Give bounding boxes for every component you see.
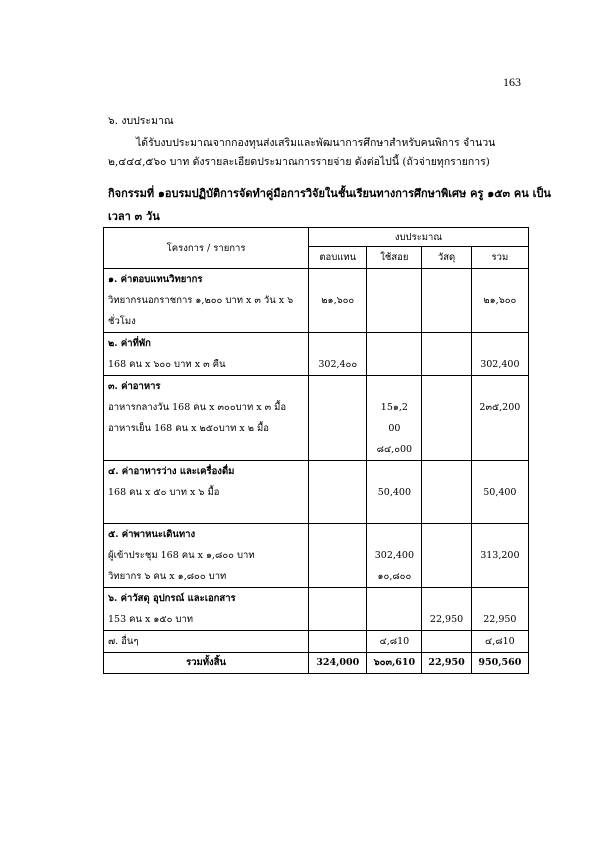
total-expense: ๖๐๓,610	[367, 653, 422, 674]
value-text: 50,400	[483, 487, 517, 498]
value-text	[313, 333, 362, 354]
expense-cell	[367, 461, 422, 524]
item-text: อาหารเย็น 168 คน x ๒๕๐บาท x ๒ มื้อ	[108, 423, 269, 434]
header-project: โครงการ / รายการ	[104, 228, 309, 269]
table-row	[104, 524, 529, 588]
materials-cell	[422, 588, 471, 631]
compensation-cell	[309, 376, 367, 461]
materials-cell	[422, 269, 471, 333]
value-text: ๔,๘10	[379, 636, 410, 647]
total-cell	[471, 269, 528, 333]
activity-title-line-2: เวลา ๓ วัน	[108, 210, 160, 223]
value-text	[476, 461, 524, 482]
value-text	[476, 588, 524, 609]
total-materials: 22,950	[422, 653, 471, 674]
expense-cell	[367, 376, 422, 461]
value-text	[476, 269, 524, 290]
expense-cell	[367, 588, 422, 631]
compensation-cell	[309, 461, 367, 524]
item-text: 153 คน x ๑๕๐ บาท	[108, 614, 194, 625]
materials-cell	[422, 461, 471, 524]
value-text: ๑๐,๘๐๐	[377, 571, 412, 582]
item-cell	[104, 333, 309, 376]
item-text: ๓. ค่าอาหาร	[108, 381, 161, 392]
item-text: ผู้เข้าประชุม 168 คน x ๑,๘๐๐ บาท	[108, 550, 255, 561]
value-text: 2๓๕,200	[479, 402, 521, 413]
header-expense: ใช้สอย	[367, 247, 422, 269]
value-text: ๘๔,๐00	[376, 444, 413, 455]
value-text: 22,950	[429, 614, 464, 625]
compensation-cell	[309, 333, 367, 376]
table-row	[104, 333, 529, 376]
materials-cell	[422, 376, 471, 461]
value-text	[371, 524, 417, 545]
item-cell	[104, 269, 309, 333]
value-text: 302,4๐๐	[318, 359, 358, 370]
total-cell	[471, 631, 528, 653]
header-budget: งบประมาณ	[309, 228, 529, 247]
item-text: ๒. ค่าที่พัก	[108, 338, 151, 349]
compensation-cell	[309, 588, 367, 631]
compensation-cell	[309, 524, 367, 588]
value-text	[313, 269, 362, 290]
header-materials: วัสดุ	[422, 247, 471, 269]
table-row	[104, 461, 529, 524]
item-cell	[104, 588, 309, 631]
compensation-cell	[309, 631, 367, 653]
item-text: 168 คน x ๕๐ บาท x ๖ มื้อ	[108, 487, 220, 498]
expense-cell	[367, 524, 422, 588]
item-text: ๕. ค่าพาหนะเดินทาง	[108, 529, 196, 540]
total-compensation: 324,000	[309, 653, 367, 674]
section-heading: ๖. งบประมาณ	[108, 115, 174, 127]
value-text: 302,400	[374, 550, 415, 561]
item-text: วิทยากร ๖ คน x ๑,๘๐๐ บาท	[108, 571, 227, 582]
materials-cell	[422, 524, 471, 588]
item-cell	[104, 524, 309, 588]
materials-cell	[422, 631, 471, 653]
value-text: 313,200	[480, 550, 520, 561]
budget-table	[103, 227, 529, 674]
value-text	[426, 588, 466, 609]
table-row	[104, 269, 529, 333]
header-total: รวม	[471, 247, 528, 269]
value-text	[476, 333, 524, 354]
value-text: 00	[388, 423, 401, 434]
value-text: ๒๑,๖๐๐	[483, 295, 517, 306]
item-text: วิทยากรนอกราชการ ๑,๒๐๐ บาท x ๓ วัน x ๖	[108, 295, 294, 306]
value-text: 15๑,2	[380, 402, 408, 413]
value-text: 22,950	[483, 614, 517, 625]
table-row	[104, 376, 529, 461]
total-cell	[471, 333, 528, 376]
value-text: ๔,๘10	[485, 636, 515, 647]
total-cell	[471, 588, 528, 631]
item-text: ๖. ค่าวัสดุ อุปกรณ์ และเอกสาร	[108, 593, 236, 604]
item-text: ๗. อื่นๆ	[108, 636, 139, 647]
item-text: อาหารกลางวัน 168 คน x ๓๐๐บาท x ๓ มื้อ	[108, 402, 287, 413]
value-text	[371, 376, 417, 397]
header-compensation: ตอบแทน	[309, 247, 367, 269]
expense-cell	[367, 333, 422, 376]
value-text: ๒๑,๖๐๐	[321, 295, 355, 306]
page-number: 163	[503, 75, 521, 89]
total-cell	[471, 461, 528, 524]
budget-paragraph-line-1: ได้รับงบประมาณจากกองทุนส่งเสริมและพัฒนาการศึกษาสำหรับคนพิการ จำนวน	[136, 137, 496, 149]
compensation-cell	[309, 269, 367, 333]
value-text	[476, 524, 524, 545]
total-cell	[471, 524, 528, 588]
value-text	[476, 376, 524, 397]
total-row	[104, 653, 529, 674]
total-sum: 950,560	[471, 653, 528, 674]
item-cell	[104, 461, 309, 524]
value-text	[371, 461, 417, 482]
total-cell	[471, 376, 528, 461]
item-text: ชั่วโมง	[108, 316, 136, 327]
item-text: ๑. ค่าตอบแทนวิทยากร	[108, 274, 203, 285]
activity-title-line-1: กิจกรรมที่ ๑อบรมปฏิบัติการจัดทำคู่มือการวิจัยในชั้นเรียนทางการศึกษาพิเศษ ครู ๑๕๓ คน เป็น	[108, 187, 551, 200]
budget-paragraph-line-2: ๒,๔๔๔,๕๖๐ บาท ดังรายละเอียดประมาณการรายจ่าย ดังต่อไปนี้ (ถัวจ่ายทุกรายการ)	[108, 156, 490, 168]
item-cell	[104, 376, 309, 461]
item-text: 168 คน x ๖๐๐ บาท x ๓ คืน	[108, 359, 226, 370]
table-row	[104, 588, 529, 631]
value-text: 50,400	[377, 487, 411, 498]
materials-cell	[422, 333, 471, 376]
item-cell	[104, 631, 309, 653]
value-text: 302,400	[480, 359, 520, 370]
total-label: รวมทั้งสิ้น	[104, 653, 309, 674]
expense-cell	[367, 631, 422, 653]
table-row	[104, 631, 529, 653]
item-text: ๔. ค่าอาหารว่าง และเครื่องดื่ม	[108, 466, 235, 477]
expense-cell	[367, 269, 422, 333]
